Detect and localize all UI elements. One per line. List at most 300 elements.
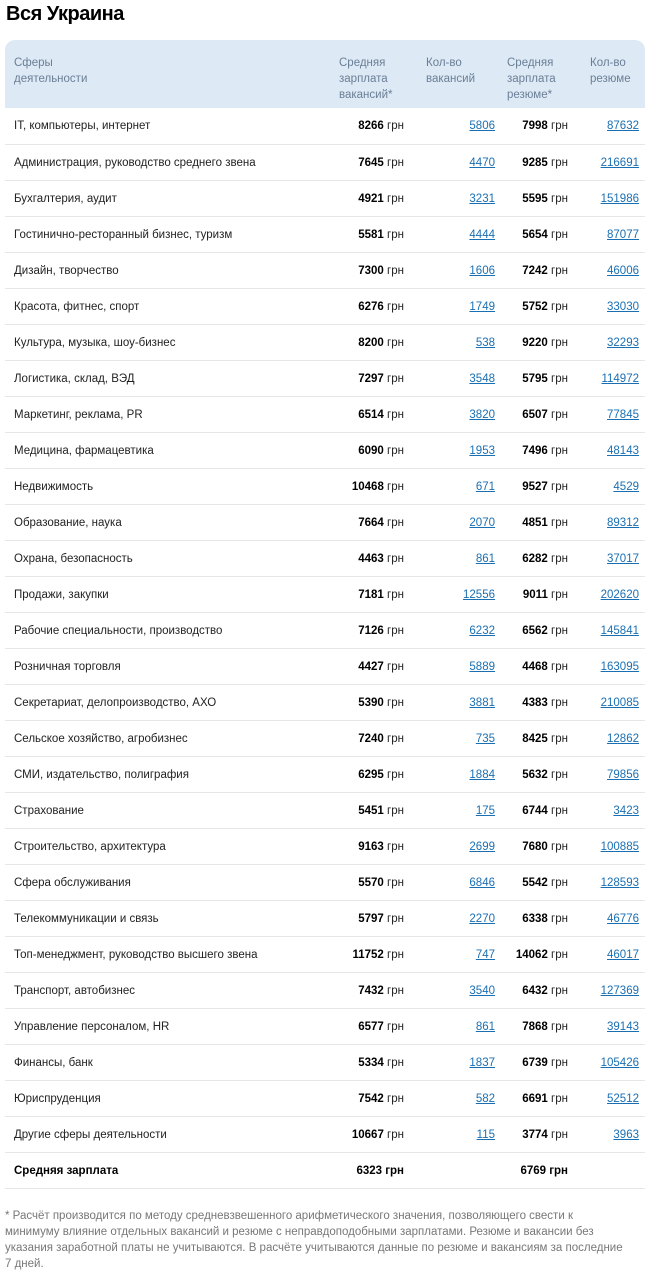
vacancy-salary-value: 7664 (358, 516, 384, 529)
sphere-name: Телекоммуникации и связь (5, 901, 332, 937)
vacancy-salary-cell (332, 469, 420, 505)
vacancy-salary-value: 10667 (351, 1128, 384, 1141)
table-row (5, 541, 645, 577)
currency-label: грн (551, 660, 568, 673)
vacancy-salary-value: 11752 (352, 948, 384, 961)
vacancy-salary-cell (332, 325, 420, 361)
currency-label: грн (551, 408, 568, 421)
vacancy-count-cell (420, 289, 501, 325)
vacancy-count-link[interactable]: 1606 (469, 264, 495, 277)
currency-label: грн (387, 372, 404, 385)
resume-count-link[interactable]: 48143 (607, 444, 639, 457)
resume-salary-value: 6282 (522, 552, 548, 565)
resume-salary-value: 7496 (522, 444, 548, 457)
header-sphere: Сферы деятельности (5, 40, 332, 108)
vacancy-count-cell (420, 108, 501, 145)
currency-label: грн (551, 804, 568, 817)
total-resume-salary: 6769 грн (501, 1153, 583, 1189)
vacancy-count-cell (420, 685, 501, 721)
resume-salary-cell (501, 649, 583, 685)
currency-label: грн (551, 552, 568, 565)
table-row (5, 757, 645, 793)
vacancy-count-cell (420, 1009, 501, 1045)
currency-label: грн (551, 624, 568, 637)
table-row (5, 1009, 645, 1045)
resume-count-link[interactable]: 128593 (600, 876, 639, 889)
vacancy-count-link[interactable]: 6846 (469, 876, 495, 889)
vacancy-salary-cell (332, 108, 420, 145)
vacancy-salary-cell (332, 721, 420, 757)
resume-count-cell (583, 397, 645, 433)
table-body (5, 108, 645, 1189)
vacancy-salary-cell (332, 1081, 420, 1117)
vacancy-count-cell (420, 361, 501, 397)
header-avg-salary-resumes: Средняя зарплата резюме* (501, 40, 583, 108)
resume-count-cell (583, 613, 645, 649)
resume-salary-value: 7680 (522, 840, 548, 853)
resume-count-link[interactable]: 4529 (613, 480, 639, 493)
currency-label: грн (387, 588, 404, 601)
currency-label: грн (551, 876, 568, 889)
resume-salary-cell (501, 937, 583, 973)
resume-salary-value: 7868 (522, 1020, 548, 1033)
resume-salary-cell (501, 289, 583, 325)
sphere-name: IT, компьютеры, интернет (5, 108, 332, 145)
vacancy-count-cell (420, 1117, 501, 1153)
vacancy-salary-cell (332, 757, 420, 793)
sphere-name: Маркетинг, реклама, PR (5, 397, 332, 433)
sphere-name: Розничная торговля (5, 649, 332, 685)
vacancy-count-link[interactable]: 5889 (469, 660, 495, 673)
sphere-name: Финансы, банк (5, 1045, 332, 1081)
vacancy-count-link[interactable]: 2270 (469, 912, 495, 925)
currency-label: грн (551, 444, 568, 457)
vacancy-count-link[interactable]: 747 (475, 948, 495, 961)
table-row (5, 253, 645, 289)
vacancy-count-cell (420, 865, 501, 901)
resume-count-link[interactable]: 163095 (600, 660, 639, 673)
vacancy-salary-cell (332, 829, 420, 865)
vacancy-count-link[interactable]: 6232 (469, 624, 495, 637)
total-empty-cell (583, 1153, 645, 1189)
vacancy-salary-cell (332, 901, 420, 937)
currency-label: грн (387, 300, 404, 313)
resume-salary-cell (501, 505, 583, 541)
resume-salary-cell (501, 217, 583, 253)
resume-salary-value: 9527 (522, 480, 548, 493)
resume-salary-cell (501, 469, 583, 505)
sphere-name: Другие сферы деятельности (5, 1117, 332, 1153)
resume-salary-value: 6744 (522, 804, 548, 817)
vacancy-salary-value: 5797 (358, 912, 384, 925)
vacancy-count-cell (420, 325, 501, 361)
table-row (5, 145, 645, 181)
resume-salary-value: 14062 (515, 948, 548, 961)
resume-count-cell (583, 937, 645, 973)
resume-count-cell (583, 253, 645, 289)
vacancy-salary-value: 4427 (358, 660, 384, 673)
sphere-name: Транспорт, автобизнес (5, 973, 332, 1009)
vacancy-count-link[interactable]: 3540 (469, 984, 495, 997)
table-header-row (5, 40, 645, 108)
vacancy-count-cell (420, 181, 501, 217)
currency-label: грн (551, 984, 568, 997)
currency-label: грн (551, 192, 568, 205)
table-row (5, 397, 645, 433)
vacancy-salary-value: 7542 (358, 1092, 384, 1105)
table-row (5, 649, 645, 685)
currency-label: грн (551, 1020, 568, 1033)
resume-salary-cell (501, 973, 583, 1009)
sphere-name: Рабочие специальности, производство (5, 613, 332, 649)
resume-count-link[interactable]: 12862 (607, 732, 639, 745)
vacancy-count-cell (420, 829, 501, 865)
vacancy-count-link[interactable]: 5806 (469, 120, 495, 132)
sphere-name: Управление персоналом, HR (5, 1009, 332, 1045)
table-row (5, 577, 645, 613)
table-row (5, 108, 645, 145)
vacancy-count-link[interactable]: 582 (475, 1092, 495, 1105)
resume-count-cell (583, 361, 645, 397)
resume-salary-value: 9011 (522, 588, 548, 601)
table-row (5, 973, 645, 1009)
resume-count-link[interactable]: 46017 (607, 948, 639, 961)
resume-salary-cell (501, 253, 583, 289)
vacancy-salary-cell (332, 253, 420, 289)
resume-count-link[interactable]: 52512 (607, 1092, 639, 1105)
vacancy-count-cell (420, 613, 501, 649)
vacancy-count-cell (420, 649, 501, 685)
resume-salary-cell (501, 757, 583, 793)
resume-salary-cell (501, 793, 583, 829)
salary-table (5, 40, 645, 1189)
resume-salary-value: 9285 (522, 156, 548, 169)
total-row (5, 1153, 645, 1189)
resume-salary-value: 5542 (522, 876, 548, 889)
resume-count-cell (583, 685, 645, 721)
currency-label: грн (551, 1056, 568, 1069)
vacancy-count-link[interactable]: 861 (475, 552, 495, 565)
vacancy-count-cell (420, 145, 501, 181)
sphere-name: Охрана, безопасность (5, 541, 332, 577)
resume-salary-value: 6691 (522, 1092, 548, 1105)
vacancy-salary-value: 7645 (358, 156, 384, 169)
total-empty-cell (420, 1153, 501, 1189)
vacancy-count-link[interactable]: 538 (475, 336, 495, 349)
resume-count-cell (583, 973, 645, 1009)
currency-label: грн (387, 768, 404, 781)
table-row (5, 937, 645, 973)
vacancy-salary-value: 7181 (358, 588, 384, 601)
table-row (5, 469, 645, 505)
table-row (5, 901, 645, 937)
sphere-name: Медицина, фармацевтика (5, 433, 332, 469)
vacancy-salary-value: 10468 (351, 480, 384, 493)
resume-salary-value: 4468 (522, 660, 548, 673)
currency-label: грн (387, 228, 404, 241)
vacancy-count-link[interactable]: 175 (475, 804, 495, 817)
resume-salary-value: 8425 (522, 732, 548, 745)
sphere-name: Страхование (5, 793, 332, 829)
vacancy-count-cell (420, 793, 501, 829)
resume-count-cell (583, 1045, 645, 1081)
vacancy-salary-cell (332, 433, 420, 469)
vacancy-count-link[interactable]: 2070 (469, 516, 495, 529)
vacancy-salary-value: 5581 (358, 228, 384, 241)
resume-salary-cell (501, 397, 583, 433)
resume-count-cell (583, 577, 645, 613)
resume-count-link[interactable]: 33030 (607, 300, 639, 313)
resume-salary-value: 6739 (522, 1056, 548, 1069)
currency-label: грн (387, 624, 404, 637)
resume-count-link[interactable]: 100885 (600, 840, 639, 853)
resume-salary-value: 6562 (522, 624, 548, 637)
vacancy-count-cell (420, 469, 501, 505)
vacancy-count-link[interactable]: 1884 (469, 768, 495, 781)
currency-label: грн (551, 768, 568, 781)
vacancy-salary-cell (332, 973, 420, 1009)
table-row (5, 361, 645, 397)
vacancy-count-link[interactable]: 671 (475, 480, 495, 493)
vacancy-salary-cell (332, 505, 420, 541)
currency-label: грн (387, 192, 404, 205)
currency-label: грн (387, 264, 404, 277)
table-row (5, 685, 645, 721)
total-vacancy-salary: 6323 грн (332, 1153, 420, 1189)
vacancy-count-cell (420, 1045, 501, 1081)
resume-salary-cell (501, 685, 583, 721)
vacancy-count-cell (420, 253, 501, 289)
sphere-name: Дизайн, творчество (5, 253, 332, 289)
resume-count-cell (583, 1009, 645, 1045)
resume-count-link[interactable]: 87632 (607, 120, 639, 132)
sphere-name: Сельское хозяйство, агробизнес (5, 721, 332, 757)
vacancy-salary-value: 7240 (358, 732, 384, 745)
resume-count-link[interactable]: 77845 (607, 408, 639, 421)
sphere-name: Недвижимость (5, 469, 332, 505)
sphere-name: Секретариат, делопроизводство, АХО (5, 685, 332, 721)
resume-salary-value: 9220 (522, 336, 548, 349)
vacancy-salary-cell (332, 397, 420, 433)
vacancy-salary-cell (332, 937, 420, 973)
vacancy-count-cell (420, 721, 501, 757)
table-row (5, 721, 645, 757)
vacancy-salary-value: 6577 (358, 1020, 384, 1033)
vacancy-salary-value: 7297 (358, 372, 384, 385)
resume-salary-cell (501, 577, 583, 613)
vacancy-count-link[interactable]: 12556 (463, 588, 495, 601)
header-avg-salary-vacancies: Средняя зарплата вакансий* (332, 40, 420, 108)
resume-count-link[interactable]: 127369 (600, 984, 639, 997)
resume-count-link[interactable]: 89312 (607, 516, 639, 529)
footnote: * Расчёт производится по методу средневзвешенного арифметического значения, позволяющего свести к минимуму влияние отдельных вакансий и резюме с неправдоподобными зарплатами. Резюме и вакансии без указания заработной платы не учитываются. В расчёте учитываются данные по резюме и вакансиям за последние 7 дней. (5, 1210, 623, 1270)
currency-label: грн (551, 840, 568, 853)
currency-label: грн (551, 336, 568, 349)
table-row (5, 613, 645, 649)
vacancy-salary-value: 7432 (358, 984, 384, 997)
currency-label: грн (551, 372, 568, 385)
resume-count-cell (583, 721, 645, 757)
vacancy-count-link[interactable]: 1837 (469, 1056, 495, 1069)
vacancy-salary-value: 5390 (358, 696, 384, 709)
vacancy-count-link[interactable]: 3548 (469, 372, 495, 385)
resume-salary-cell (501, 325, 583, 361)
table-row (5, 829, 645, 865)
currency-label: грн (387, 732, 404, 745)
vacancy-count-cell (420, 1081, 501, 1117)
resume-count-link[interactable]: 79856 (607, 768, 639, 781)
vacancy-count-link[interactable]: 861 (475, 1020, 495, 1033)
resume-count-link[interactable]: 37017 (607, 552, 639, 565)
currency-label: грн (387, 660, 404, 673)
resume-salary-value: 4851 (522, 516, 548, 529)
salary-table-container (5, 40, 645, 1189)
vacancy-count-link[interactable]: 3881 (469, 696, 495, 709)
resume-count-link[interactable]: 145841 (600, 624, 639, 637)
currency-label: грн (551, 300, 568, 313)
vacancy-count-link[interactable]: 1953 (469, 444, 495, 457)
sphere-name: Администрация, руководство среднего звена (5, 145, 332, 181)
sphere-name: Строительство, архитектура (5, 829, 332, 865)
vacancy-count-link[interactable]: 3820 (469, 408, 495, 421)
resume-salary-value: 6507 (522, 408, 548, 421)
currency-label: грн (551, 1128, 568, 1141)
total-label: Средняя зарплата (5, 1153, 332, 1189)
table-row (5, 433, 645, 469)
currency-label: грн (387, 336, 404, 349)
resume-count-link[interactable]: 46006 (607, 264, 639, 277)
resume-salary-value: 4383 (522, 696, 548, 709)
resume-count-cell (583, 901, 645, 937)
table-row (5, 1045, 645, 1081)
resume-count-cell (583, 217, 645, 253)
vacancy-count-cell (420, 397, 501, 433)
resume-salary-cell (501, 541, 583, 577)
vacancy-count-cell (420, 541, 501, 577)
table-row (5, 325, 645, 361)
resume-count-link[interactable]: 202620 (600, 588, 639, 601)
resume-count-cell (583, 325, 645, 361)
vacancy-salary-cell (332, 217, 420, 253)
currency-label: грн (387, 120, 404, 132)
vacancy-salary-cell (332, 685, 420, 721)
sphere-name: Культура, музыка, шоу-бизнес (5, 325, 332, 361)
vacancy-salary-value: 6090 (358, 444, 384, 457)
table-row (5, 793, 645, 829)
currency-label: грн (387, 444, 404, 457)
resume-salary-value: 6338 (522, 912, 548, 925)
vacancy-count-link[interactable]: 1749 (469, 300, 495, 313)
vacancy-salary-value: 5451 (358, 804, 384, 817)
resume-count-link[interactable]: 3423 (613, 804, 639, 817)
vacancy-count-cell (420, 433, 501, 469)
resume-count-cell (583, 793, 645, 829)
resume-count-link[interactable]: 46776 (607, 912, 639, 925)
resume-count-link[interactable]: 87077 (607, 228, 639, 241)
currency-label: грн (551, 732, 568, 745)
resume-salary-value: 7242 (522, 264, 548, 277)
resume-count-link[interactable]: 216691 (600, 156, 639, 169)
resume-count-cell (583, 829, 645, 865)
vacancy-count-cell (420, 973, 501, 1009)
resume-salary-cell (501, 108, 583, 145)
resume-salary-cell (501, 721, 583, 757)
resume-count-cell (583, 181, 645, 217)
currency-label: грн (551, 156, 568, 169)
currency-label: грн (551, 228, 568, 241)
currency-label: грн (387, 1020, 404, 1033)
resume-count-link[interactable]: 210085 (600, 696, 639, 709)
vacancy-salary-cell (332, 793, 420, 829)
vacancy-count-link[interactable]: 3231 (469, 192, 495, 205)
vacancy-count-cell (420, 937, 501, 973)
resume-count-link[interactable]: 105426 (600, 1056, 639, 1069)
table-row (5, 289, 645, 325)
vacancy-salary-cell (332, 1045, 420, 1081)
table-row (5, 181, 645, 217)
sphere-name: Топ-менеджмент, руководство высшего звена (5, 937, 332, 973)
vacancy-count-link[interactable]: 115 (476, 1128, 495, 1141)
resume-salary-cell (501, 613, 583, 649)
sphere-name: Красота, фитнес, спорт (5, 289, 332, 325)
vacancy-salary-cell (332, 865, 420, 901)
resume-count-cell (583, 145, 645, 181)
vacancy-salary-cell (332, 613, 420, 649)
resume-count-link[interactable]: 39143 (607, 1020, 639, 1033)
resume-count-cell (583, 108, 645, 145)
resume-count-link[interactable]: 3963 (613, 1128, 639, 1141)
currency-label: грн (551, 264, 568, 277)
table-row (5, 865, 645, 901)
vacancy-count-link[interactable]: 2699 (469, 840, 495, 853)
currency-label: грн (551, 948, 568, 961)
vacancy-count-link[interactable]: 4470 (469, 156, 495, 169)
table-row (5, 505, 645, 541)
vacancy-salary-cell (332, 649, 420, 685)
resume-count-cell (583, 1117, 645, 1153)
resume-salary-cell (501, 829, 583, 865)
vacancy-count-link[interactable]: 4444 (469, 228, 495, 241)
resume-salary-value: 5795 (522, 372, 548, 385)
vacancy-salary-cell (332, 541, 420, 577)
vacancy-salary-cell (332, 289, 420, 325)
vacancy-salary-value: 7300 (358, 264, 384, 277)
vacancy-count-link[interactable]: 735 (475, 732, 495, 745)
table-row (5, 1117, 645, 1153)
resume-salary-value: 5752 (522, 300, 548, 313)
currency-label: грн (551, 912, 568, 925)
resume-count-link[interactable]: 32293 (607, 336, 639, 349)
resume-salary-value: 5654 (522, 228, 548, 241)
sphere-name: Бухгалтерия, аудит (5, 181, 332, 217)
resume-salary-cell (501, 181, 583, 217)
resume-count-link[interactable]: 114972 (601, 372, 639, 385)
currency-label: грн (387, 516, 404, 529)
vacancy-salary-value: 8266 (358, 120, 384, 132)
currency-label: грн (387, 552, 404, 565)
sphere-name: Логистика, склад, ВЭД (5, 361, 332, 397)
resume-count-link[interactable]: 151986 (600, 192, 639, 205)
sphere-name: Юриспруденция (5, 1081, 332, 1117)
resume-salary-cell (501, 1081, 583, 1117)
currency-label: грн (387, 948, 404, 961)
resume-salary-cell (501, 1009, 583, 1045)
page-title: Вся Украина (6, 3, 124, 25)
sphere-name: Сфера обслуживания (5, 865, 332, 901)
resume-count-cell (583, 865, 645, 901)
sphere-name: Гостинично-ресторанный бизнес, туризм (5, 217, 332, 253)
resume-count-cell (583, 505, 645, 541)
